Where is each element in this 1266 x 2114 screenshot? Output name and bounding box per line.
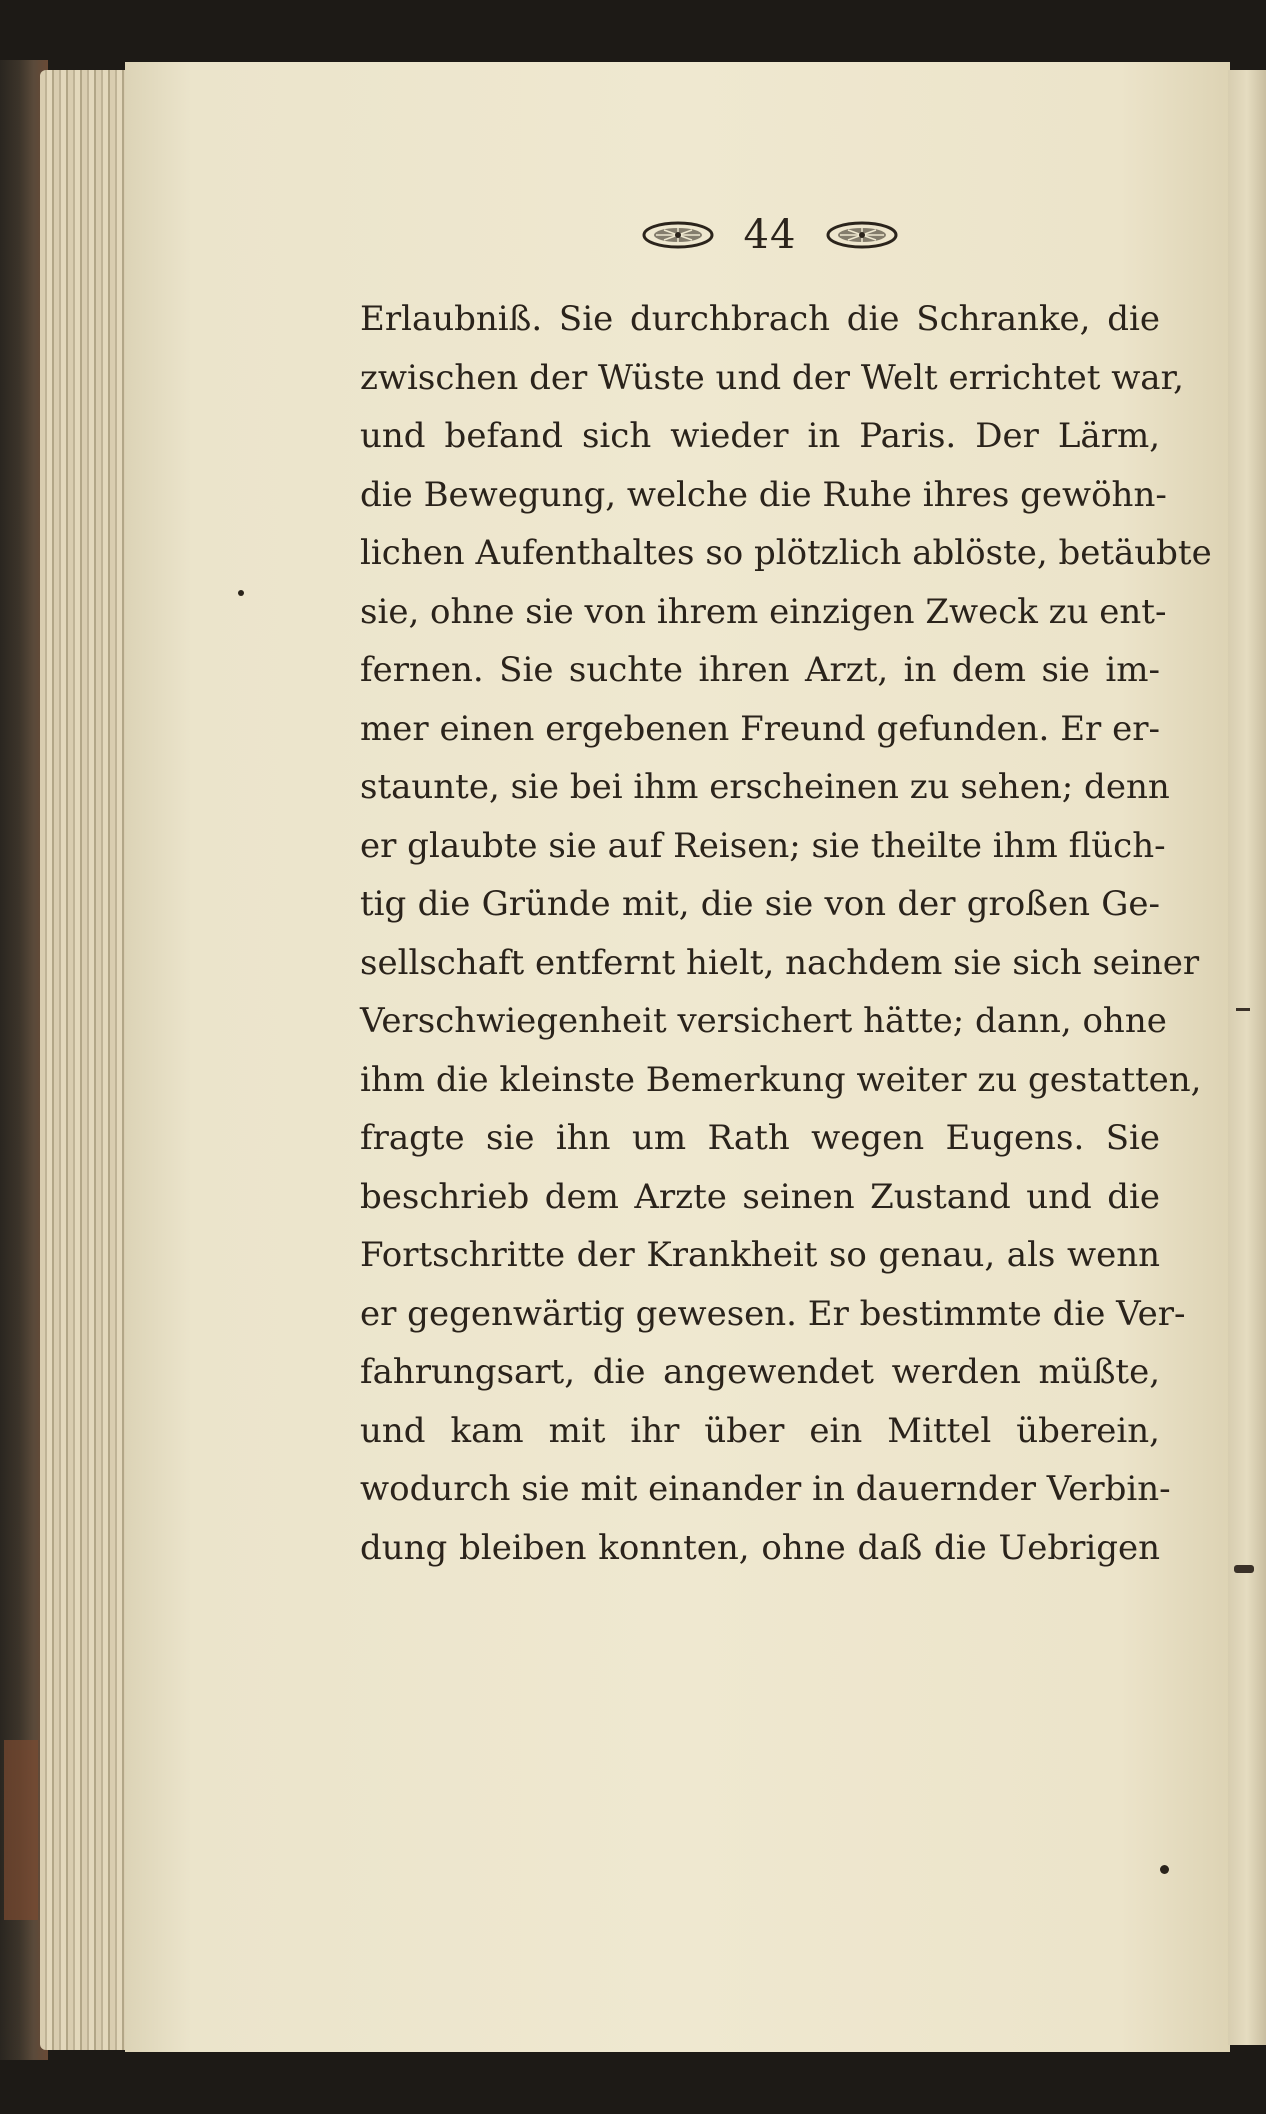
page-number: 44	[743, 212, 797, 258]
text-line: er glaubte sie auf Reisen; sie theilte ihm flüch-	[360, 825, 1166, 866]
text-line: sellschaft entfernt hielt, nachdem sie sich seiner	[360, 942, 1200, 983]
text-line: lichen Aufenthaltes so plötzlich ablöste, betäubte	[360, 533, 1212, 573]
text-line: staunte, sie bei ihm erscheinen zu sehen; denn	[360, 767, 1170, 807]
text-line: er gegenwärtig gewesen. Er bestimmte die Ver-	[360, 1293, 1186, 1334]
page-body-text	[360, 290, 1212, 1577]
text-line: fahrungsart, die angewendet werden müßte,	[360, 1352, 1160, 1392]
text-line: beschrieb dem Arzte seinen Zustand und die	[360, 1176, 1160, 1217]
text-line: zwischen der Wüste und der Welt errichtet war,	[360, 357, 1184, 398]
facing-page-edge	[1228, 70, 1266, 2045]
text-line: wodurch sie mit einander in dauernder Verbin-	[360, 1469, 1171, 1509]
page-header	[620, 205, 920, 265]
text-line: fernen. Sie suchte ihren Arzt, in dem sie im-	[360, 650, 1160, 690]
text-line: und befand sich wieder in Paris. Der Lärm,	[360, 416, 1160, 456]
text-line: sie, ohne sie von ihrem einzigen Zweck zu ent-	[360, 591, 1167, 632]
text-line: fragte sie ihn um Rath wegen Eugens. Sie	[360, 1118, 1160, 1158]
margin-mark	[1236, 1008, 1250, 1011]
text-line: dung bleiben konnten, ohne daß die Uebrigen	[360, 1527, 1160, 1568]
text-line: ihm die kleinste Bemerkung weiter zu gestatten,	[360, 1059, 1202, 1100]
margin-mark	[1234, 1565, 1254, 1573]
text-line: mer einen ergebenen Freund gefunden. Er er-	[360, 708, 1160, 749]
rosette-ornament-icon	[826, 220, 898, 250]
text-line: tig die Gründe mit, die sie von der großen Ge-	[360, 884, 1160, 924]
rosette-ornament-icon	[642, 220, 714, 250]
ink-speck	[238, 590, 244, 596]
ink-speck	[1160, 1865, 1169, 1874]
cover-wear	[4, 1740, 38, 1920]
text-line: und kam mit ihr über ein Mittel überein,	[360, 1410, 1160, 1451]
text-line: Erlaubniß. Sie durchbrach die Schranke, die	[360, 299, 1160, 339]
text-line: die Bewegung, welche die Ruhe ihres gewöhn-	[360, 474, 1167, 515]
text-line: Fortschritte der Krankheit so genau, als wenn	[360, 1235, 1160, 1275]
text-line: Verschwiegenheit versichert hätte; dann, ohne	[360, 1001, 1167, 1041]
